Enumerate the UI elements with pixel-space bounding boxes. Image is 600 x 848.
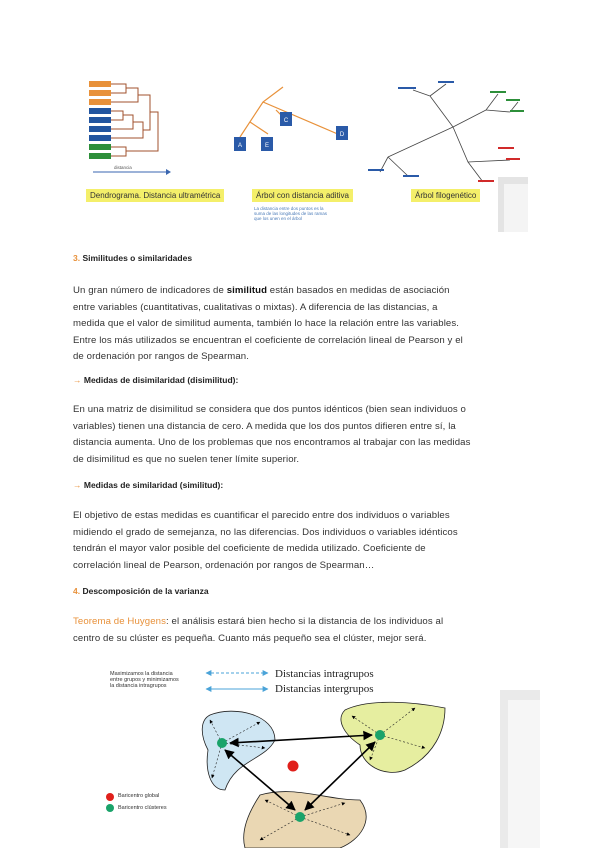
additive-caption: Árbol con distancia aditiva xyxy=(252,189,353,202)
section3-paragraph: Un gran número de indicadores de similitud están basados en medidas de asociación entre variables (cuantitativas, cualitativas o mixtas). A diferencia de las distancias, a medida que el valor de similitud aumenta, también lo hace la relación entre las variables. Entre los más utilizados se encuentran el coeficiente de correlación lineal de Pearson y el de ordenación por rangos de Spearman. xyxy=(73,285,463,362)
intra-label: Distancias intragrupos xyxy=(275,668,374,680)
disim-heading: → Medidas de disimilaridad (disimilitud): xyxy=(73,375,239,385)
global-centroid xyxy=(288,761,299,772)
section4-heading: 4. Descomposición de la varianza xyxy=(73,586,209,596)
node-a-label: A xyxy=(237,143,243,149)
cluster-tan xyxy=(244,792,366,848)
legend-cluster-label: Baricentro clústeres xyxy=(118,805,167,811)
legend-global-label: Baricentro global xyxy=(118,793,160,799)
legend-global-dot xyxy=(106,793,114,801)
phylogenetic-tree xyxy=(368,81,528,232)
section3-heading: 3. Similitudes o similaridades xyxy=(73,253,193,263)
cluster-centroid-tan xyxy=(295,812,305,822)
phylo-caption: Árbol filogenético xyxy=(411,189,480,202)
dendrogram-caption: Dendrograma. Distancia ultramétrica xyxy=(86,189,224,202)
dendrogram-leaves xyxy=(89,81,111,159)
node-d-label: D xyxy=(339,132,345,138)
variance-note: Maximizamos la distancia entre grupos y minimizamos la distancia intragrupos xyxy=(110,671,179,689)
section4-paragraph: Teorema de Huygens: el análisis estará bien hecho si la distancia de los individuos al centro de su clúster es pequeña. Cuanto más pequeño sea el clúster, mejor será. xyxy=(73,616,444,644)
cluster-blue xyxy=(202,711,275,790)
additive-note: La distancia entre dos puntos es la suma de las longitudes de las ramas que los unen en el árbol xyxy=(254,206,328,221)
cluster-green xyxy=(341,702,445,772)
sim-heading: → Medidas de similaridad (similitud): xyxy=(73,480,224,490)
additive-tree xyxy=(234,87,348,151)
cluster-centroid-green xyxy=(375,730,385,740)
inter-label: Distancias intergrupos xyxy=(275,683,374,695)
dendrogram-figure xyxy=(89,81,171,175)
sim-paragraph: El objetivo de estas medidas es cuantificar el parecido entre dos individuos o variables midiendo el grado de semejanza, no las diferencias. Dos individuos o variables idénticos tendrán el mayor valor posible del coeficiente de medida utilizado. Coeficiente de correlación lineal de Pearson, ordenación por rangos de Spearman… xyxy=(73,510,458,571)
node-c-label: C xyxy=(283,118,289,124)
legend-cluster-dot xyxy=(106,804,114,812)
dendrogram-axis-label: distancia xyxy=(114,165,132,170)
cluster-centroid-blue xyxy=(217,738,227,748)
variance-diagram xyxy=(60,660,540,848)
dendrogram-branches xyxy=(111,84,158,156)
disim-paragraph: En una matriz de disimilitud se considera que dos puntos idénticos (bien sean individuos o variables) tienen una distancia de cero. A medida que los dos puntos difieren entre sí, la distancia aumenta. Uno de los problemas que nos encontramos al trabajar con las medidas de disimilitud es que no suelen tener límite superior. xyxy=(73,404,471,465)
node-e-label: E xyxy=(264,143,270,149)
huygens-link: Teorema de Huygens xyxy=(73,616,166,627)
